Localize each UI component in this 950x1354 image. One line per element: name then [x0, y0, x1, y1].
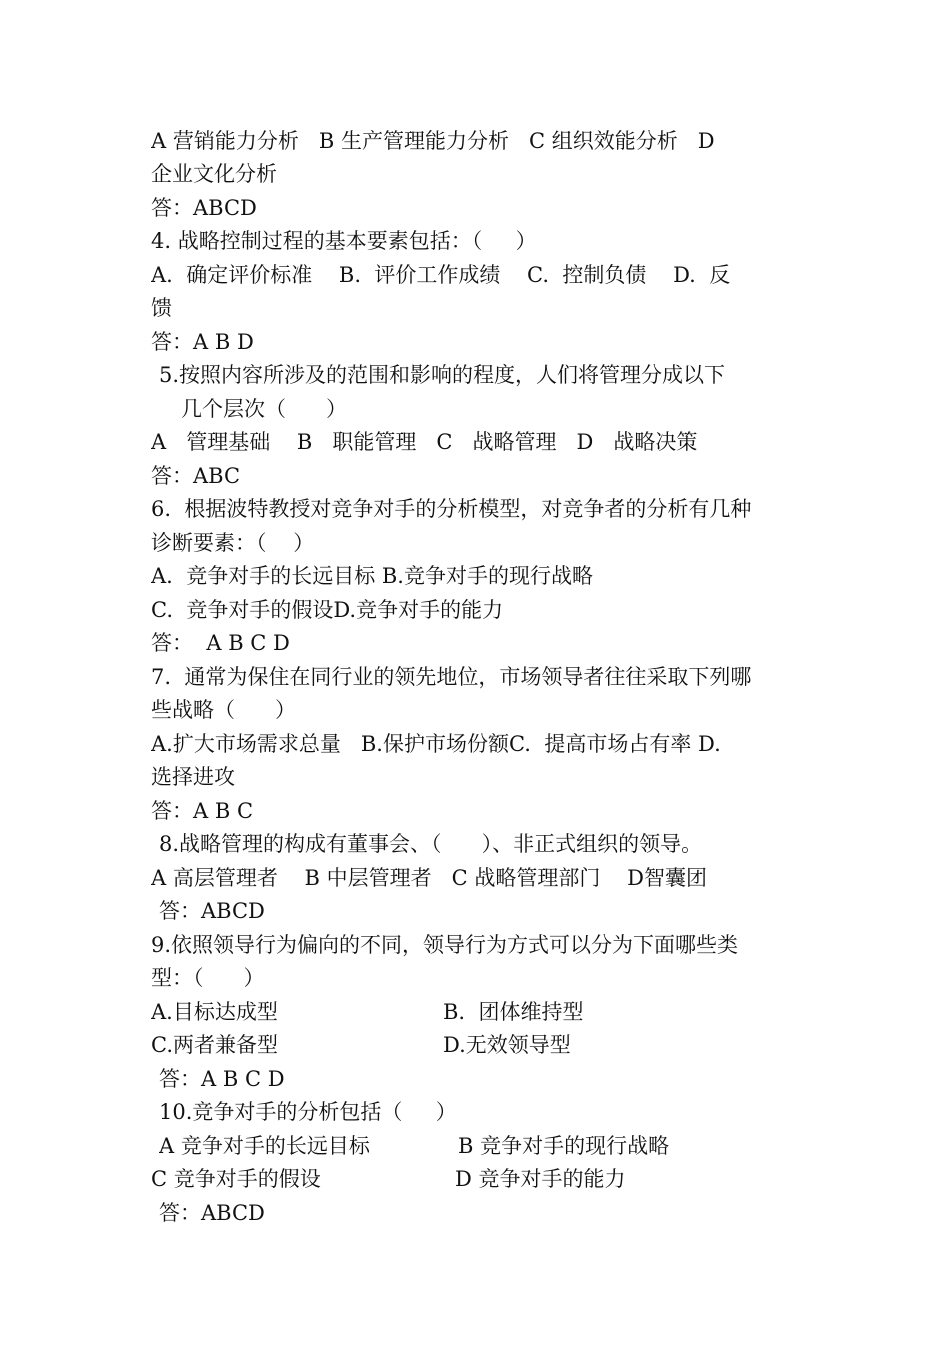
question-7-continued: 些战略（ ）: [151, 698, 297, 722]
question-5: 5.按照内容所涉及的范围和影响的程度，人们将管理分成以下: [159, 363, 726, 387]
question-5-answer: 答：ABC: [151, 464, 241, 488]
question-7-options: A.扩大市场需求总量 B.保护市场份额C. 提高市场占有率 D.: [151, 732, 721, 756]
question-5-continued: 几个层次（ ）: [181, 397, 348, 421]
question-10-answer: 答：ABCD: [159, 1201, 265, 1225]
question-8-options: A 高层管理者 B 中层管理者 C 战略管理部门 D智囊团: [151, 866, 707, 890]
option-line-continued: 企业文化分析: [151, 162, 277, 186]
question-7-options-continued: 选择进攻: [151, 765, 235, 789]
question-9-option-a: A.目标达成型: [151, 1000, 278, 1024]
question-10: 10.竞争对手的分析包括（ ）: [159, 1100, 457, 1124]
question-9-option-b: B. 团体维持型: [443, 1000, 584, 1024]
question-10-option-a: A 竞争对手的长远目标: [159, 1134, 370, 1158]
question-4-options: A. 确定评价标准 B. 评价工作成绩 C. 控制负债 D. 反: [151, 263, 731, 287]
question-6-answer: 答： A B C D: [151, 631, 290, 655]
question-6-continued: 诊断要素：（ ）: [151, 531, 315, 555]
question-9-option-d: D.无效领导型: [443, 1033, 571, 1057]
question-9-continued: 型：（ ）: [151, 966, 265, 990]
question-6: 6. 根据波特教授对竞争对手的分析模型，对竞争者的分析有几种: [151, 497, 752, 521]
question-5-options: A 管理基础 B 职能管理 C 战略管理 D 战略决策: [151, 430, 698, 454]
option-line: A 营销能力分析 B 生产管理能力分析 C 组织效能分析 D: [151, 129, 715, 153]
question-4-options-continued: 馈: [151, 296, 172, 320]
question-7-answer: 答：A B C: [151, 799, 254, 823]
question-4-answer: 答：A B D: [151, 330, 254, 354]
question-10-option-b: B 竞争对手的现行战略: [458, 1134, 670, 1158]
question-9-answer: 答：A B C D: [159, 1067, 285, 1091]
question-10-option-c: C 竞争对手的假设: [151, 1167, 321, 1191]
question-6-options-ab: A. 竞争对手的长远目标 B.竞争对手的现行战略: [151, 564, 593, 588]
question-8: 8.战略管理的构成有董事会、（ ）、非正式组织的领导。: [159, 832, 703, 856]
question-9: 9.依照领导行为偏向的不同，领导行为方式可以分为下面哪些类: [151, 933, 739, 957]
question-7: 7. 通常为保住在同行业的领先地位，市场领导者往往采取下列哪: [151, 665, 752, 689]
answer-line: 答：ABCD: [151, 196, 257, 220]
question-8-answer: 答：ABCD: [159, 899, 265, 923]
question-9-option-c: C.两者兼备型: [151, 1033, 278, 1057]
question-10-option-d: D 竞争对手的能力: [455, 1167, 626, 1191]
question-4: 4. 战略控制过程的基本要素包括：（ ）: [151, 229, 537, 253]
question-6-options-cd: C. 竞争对手的假设D.竞争对手的能力: [151, 598, 504, 622]
